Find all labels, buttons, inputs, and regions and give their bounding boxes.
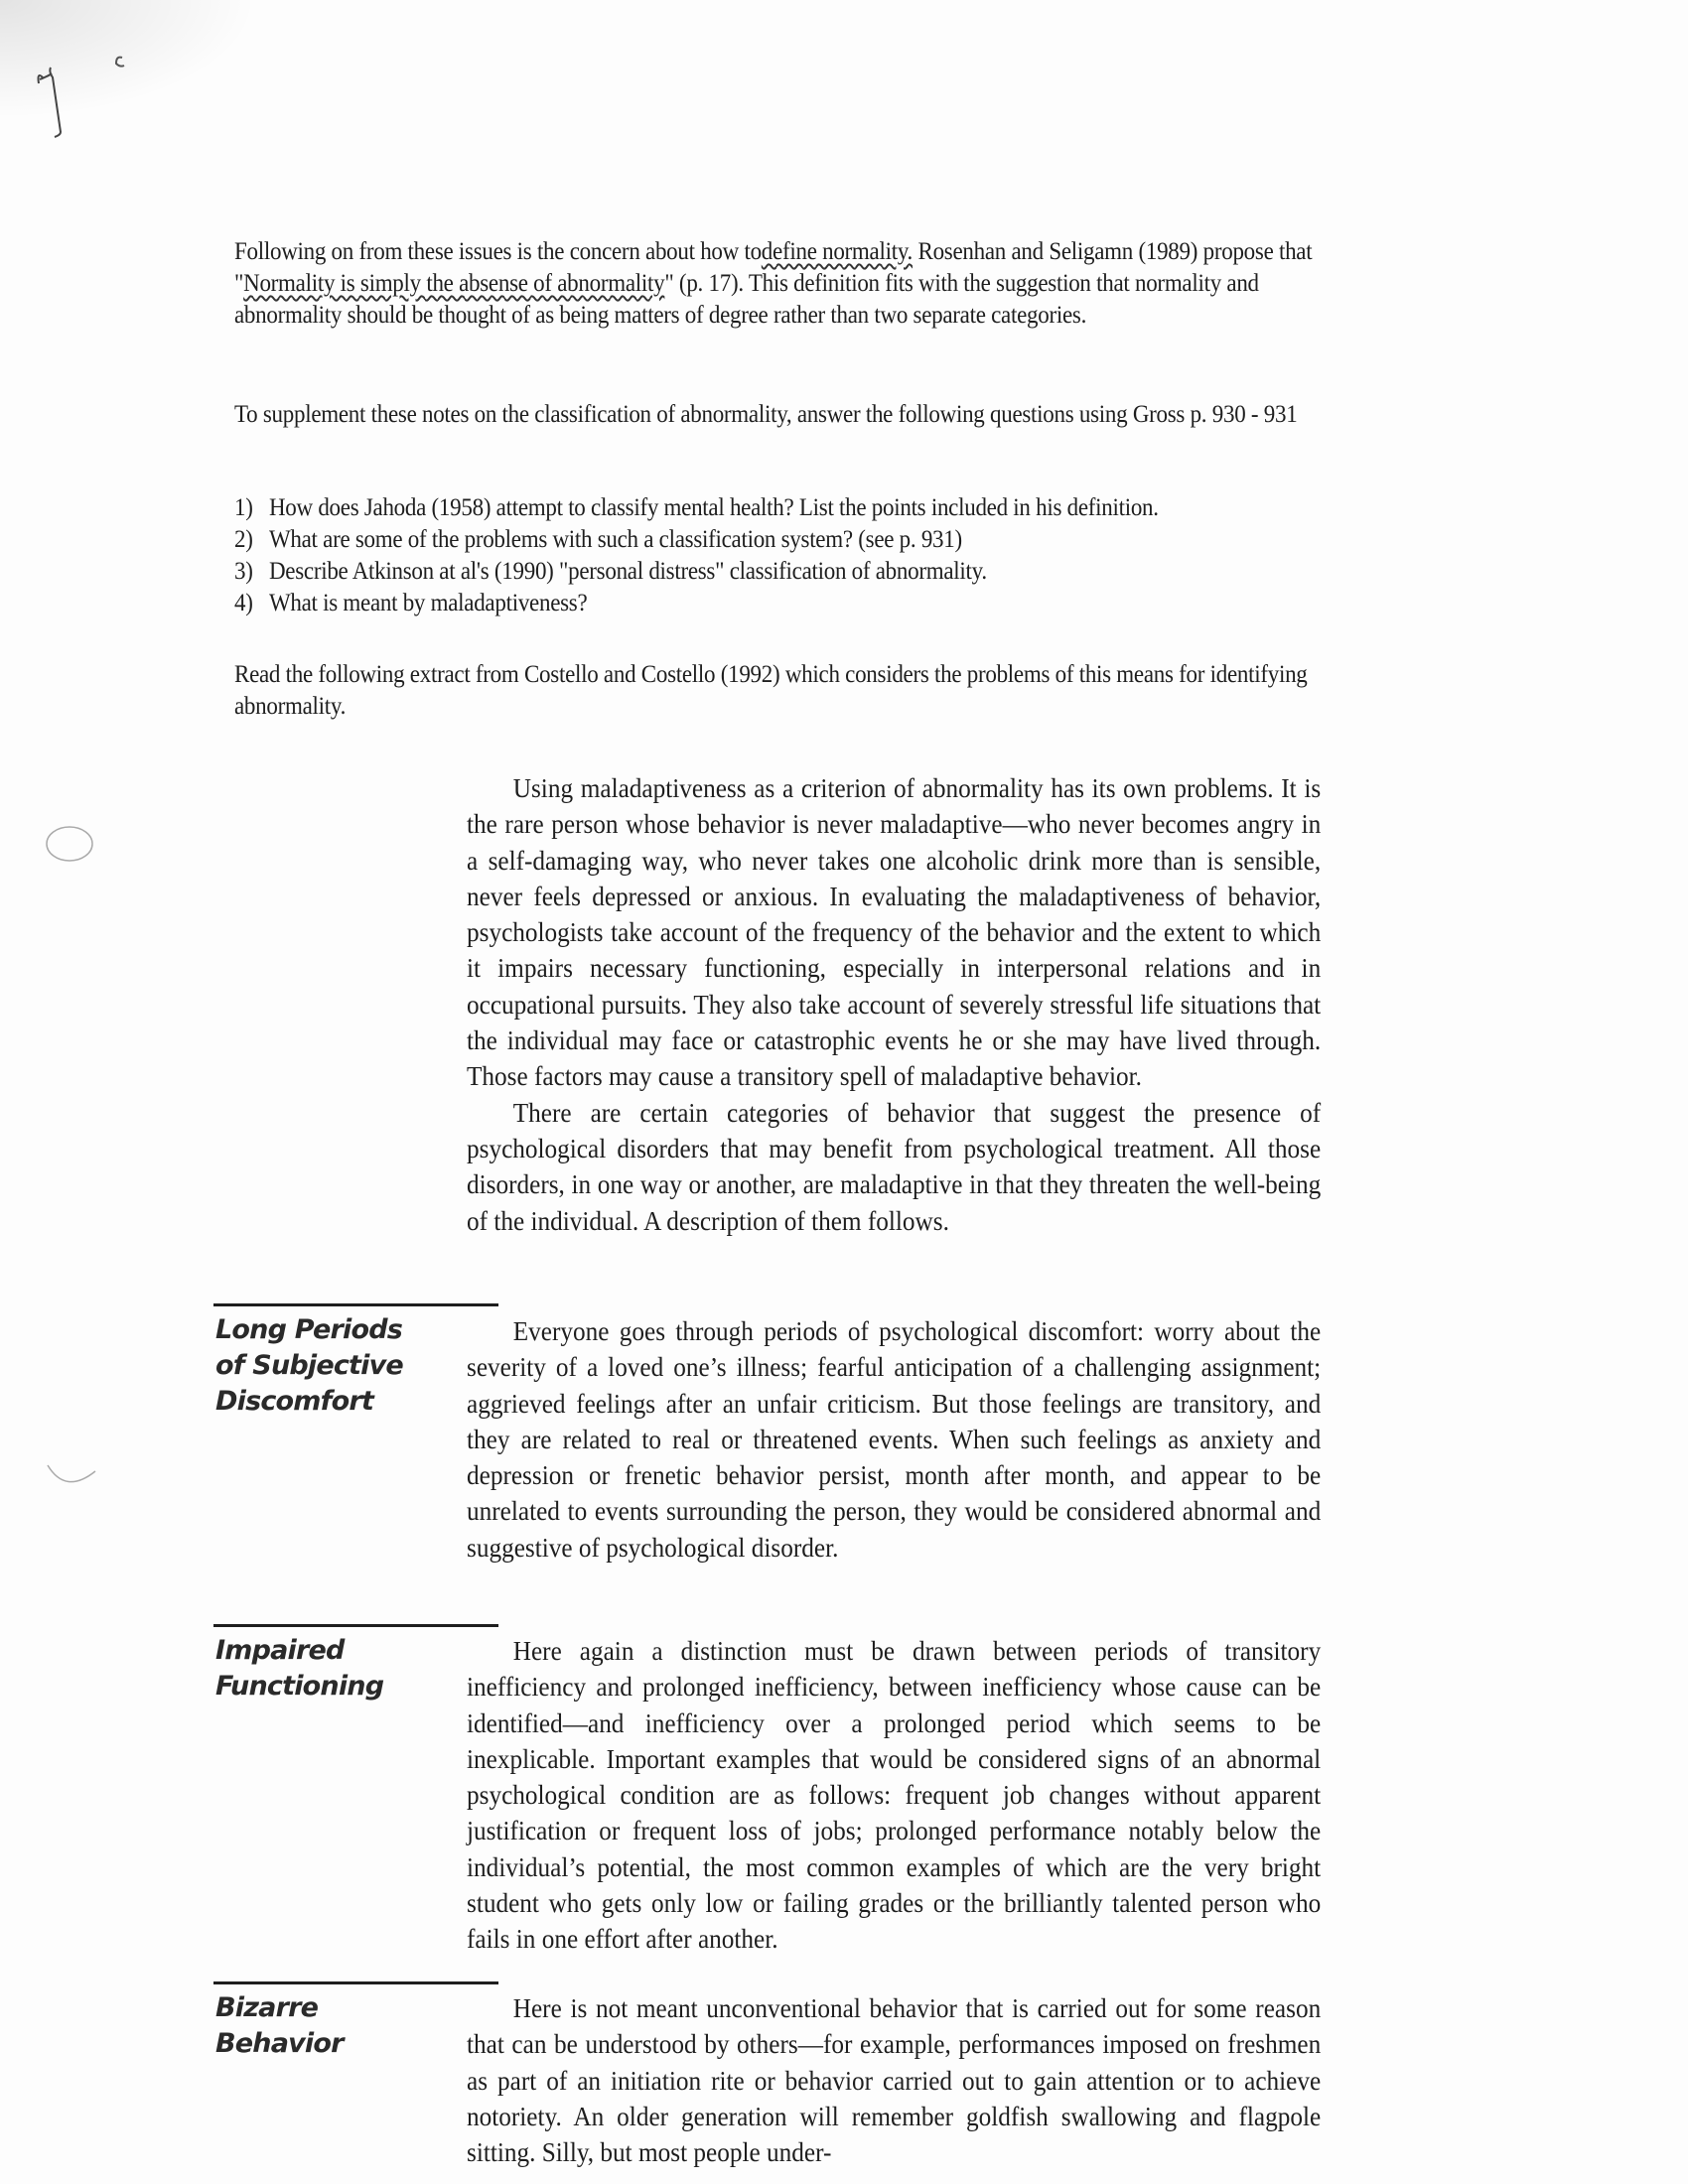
hole-punch-mark-icon xyxy=(40,1449,109,1499)
section-body xyxy=(467,1990,1321,2170)
section-body xyxy=(467,1633,1321,1958)
question-item: 2) What are some of the problems with such a classification system? (see p. 931) xyxy=(234,526,962,553)
underlined-term: define normality. xyxy=(761,238,914,265)
question-item: 3) Describe Atkinson at al's (1990) "personal distress" classification of abnormality. xyxy=(234,558,987,585)
section-divider xyxy=(213,1624,498,1627)
extract-intro-block xyxy=(234,659,1339,723)
section-paragraph: Everyone goes through periods of psychological discomfort: worry about the severity of a loved one’s illness; fearful anticipation of a challenging assignment; aggrieved feelings after an unfair criticism. But those feelings are transitory, and they are related to real or threatened events. When such feelings as anxiety and depression or frenetic behavior persist, month after month, and appear to be unrelated to events surrounding the person, they would be considered abnormal and suggestive of psychological disorder. xyxy=(467,1316,1322,1563)
question-list xyxy=(234,492,1339,619)
extract-intro-paragraph: Read the following extract from Costello and Costello (1992) which considers the problems of this means for identifying abnormality. xyxy=(234,661,1308,720)
section-heading: Impaired Functioning xyxy=(215,1635,384,1702)
handwritten-mark-icon xyxy=(25,50,144,149)
questions-block xyxy=(234,492,1339,619)
section-paragraph: Here again a distinction must be drawn between periods of transitory inefficiency and prolonged inefficiency, between inefficiency whose cause can be identified—and inefficiency over a prolonged period which seems to be inexplicable. Important examples that would be considered signs of an abnormal psychological condition are as follows: frequent job changes without apparent justification or frequent loss of jobs; prolonged performance notably below the individual’s potential, the most common examples of which are the very bright student who gets only low or failing grades or the brilliantly talented person who fails in one effort after another. xyxy=(467,1636,1322,1955)
instructions-block xyxy=(234,399,1339,431)
extract-paragraph: Using maladaptiveness as a criterion of abnormality has its own problems. It is the rare person whose behavior is never maladaptive—who never becomes angry in a self-damaging way, who never takes one alcoholic drink more than is sensible, never feels depressed or anxious. In evaluating the maladaptiveness of behavior, psychologists take account of the frequency of the behavior and the extent to which it impairs necessary functioning, especially in interpersonal relations and in occupational pursuits. They also take account of severely stressful life situations that the individual may face or catastrophic events he or she may have lived through. Those factors may cause a transitory spell of maladaptive behavior. xyxy=(467,773,1322,1092)
instructions-paragraph: To supplement these notes on the classification of abnormality, answer the following questions using Gross p. 930 - 931 xyxy=(234,401,1298,428)
question-item: 4) What is meant by maladaptiveness? xyxy=(234,590,588,616)
underlined-quote: Normality is simply the absense of abnormality xyxy=(243,270,665,297)
extract-opening xyxy=(467,770,1321,1239)
intro-paragraph: Following on from these issues is the concern about how todefine normality. Rosenhan and Seligamn (1989) propose that "Normality is simply the absense of abnormality" (p. 17). This definition fits with the suggestion that normality and abnormality should be thought of as being matters of degree rather than two separate categories. xyxy=(234,238,1313,329)
intro-block xyxy=(234,236,1339,332)
section-divider xyxy=(213,1981,498,1984)
hole-punch-mark-icon xyxy=(40,814,109,874)
question-item: 1) How does Jahoda (1958) attempt to classify mental health? List the points included in his definition. xyxy=(234,494,1159,521)
section-body xyxy=(467,1313,1321,1566)
section-divider xyxy=(213,1303,498,1306)
section-paragraph: Here is not meant unconventional behavior that is carried out for some reason that can be understood by others—for example, performances imposed on freshmen as part of an initiation rite or behavior carried out to gain attention or to achieve notoriety. An older generation will remember goldfish swallowing and flagpole sitting. Silly, but most people under- xyxy=(467,1993,1322,2168)
extract-paragraph: There are certain categories of behavior that suggest the presence of psychological disorders that may benefit from psychological treatment. All those disorders, in one way or another, are maladaptive in that they threaten the well-being of the individual. A description of them follows. xyxy=(467,1097,1322,1236)
section-heading: Long Periods of Subjective Discomfort xyxy=(215,1314,403,1417)
section-heading: Bizarre Behavior xyxy=(215,1992,344,2059)
